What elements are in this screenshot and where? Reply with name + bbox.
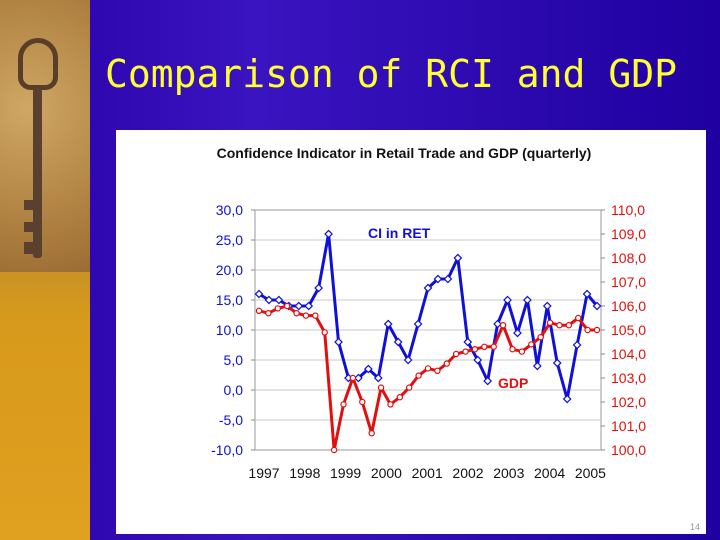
x-tick-label: 1998 — [289, 465, 321, 481]
gdp-point — [529, 342, 534, 347]
right-axis — [601, 202, 646, 458]
chart-panel — [116, 130, 706, 534]
gdp-point — [275, 306, 280, 311]
gdp-point — [416, 373, 421, 378]
gdp-point — [519, 349, 524, 354]
right-tick-label: 109,0 — [611, 226, 647, 242]
key-bit-shape — [24, 200, 36, 210]
gdp-point — [557, 323, 562, 328]
gdp-point — [482, 344, 487, 349]
left-tick-label: 25,0 — [215, 232, 243, 248]
right-tick-label: 108,0 — [611, 250, 647, 266]
gdp-point — [266, 311, 271, 316]
gdp-point — [585, 327, 590, 332]
x-tick-label: 1999 — [330, 465, 362, 481]
gdp-point — [407, 385, 412, 390]
gdp-point — [313, 313, 318, 318]
gdp-point — [538, 335, 543, 340]
gdp-point — [566, 323, 571, 328]
chart-title: Confidence Indicator in Retail Trade and GDP (quarterly) — [216, 145, 592, 161]
gdp-point — [332, 447, 337, 452]
gdp-point — [256, 308, 261, 313]
gdp-point — [303, 313, 308, 318]
x-axis — [248, 465, 606, 481]
left-tick-label: 30,0 — [215, 202, 243, 218]
x-tick-label: 2002 — [452, 465, 484, 481]
left-tick-label: -5,0 — [218, 412, 243, 428]
gdp-point — [454, 351, 459, 356]
gdp-point — [594, 327, 599, 332]
right-tick-label: 104,0 — [611, 346, 647, 362]
left-tick-label: 15,0 — [215, 292, 243, 308]
left-tick-label: 20,0 — [215, 262, 243, 278]
right-tick-label: 100,0 — [611, 442, 647, 458]
gdp-point — [285, 303, 290, 308]
gdp-point — [576, 315, 581, 320]
left-tick-label: 0,0 — [223, 382, 243, 398]
right-tick-label: 102,0 — [611, 394, 647, 410]
gdp-point — [472, 347, 477, 352]
page-number: 14 — [689, 522, 700, 532]
right-tick-label: 103,0 — [611, 370, 647, 386]
key-shaft-shape — [33, 88, 42, 258]
gdp-series-label: GDP — [498, 375, 529, 391]
gdp-point — [341, 402, 346, 407]
left-tick-label: -10,0 — [211, 442, 243, 458]
x-tick-label: 2004 — [534, 465, 566, 481]
key-photo — [0, 0, 90, 272]
gdp-point — [444, 361, 449, 366]
right-tick-label: 107,0 — [611, 274, 647, 290]
ci-series-label: CI in RET — [368, 225, 431, 241]
right-tick-label: 105,0 — [611, 322, 647, 338]
x-tick-label: 2000 — [370, 465, 402, 481]
chart-svg — [116, 130, 706, 534]
gdp-point — [378, 385, 383, 390]
gdp-point — [350, 375, 355, 380]
key-ring-shape — [18, 38, 58, 90]
gdp-point — [501, 323, 506, 328]
right-tick-label: 101,0 — [611, 418, 647, 434]
left-tick-label: 10,0 — [215, 322, 243, 338]
x-tick-label: 2005 — [574, 465, 606, 481]
gdp-point — [360, 399, 365, 404]
gdp-point — [491, 344, 496, 349]
gdp-point — [463, 349, 468, 354]
gdp-point — [425, 366, 430, 371]
x-tick-label: 2001 — [411, 465, 443, 481]
gdp-point — [547, 320, 552, 325]
right-tick-label: 106,0 — [611, 298, 647, 314]
slide-title: Comparison of RCI and GDP — [105, 52, 677, 96]
key-bit-shape — [24, 222, 36, 232]
key-bit-shape — [24, 242, 36, 254]
gdp-point — [322, 330, 327, 335]
gdp-point — [369, 431, 374, 436]
gdp-point — [435, 368, 440, 373]
gdp-point — [294, 311, 299, 316]
gdp-point — [388, 402, 393, 407]
x-tick-label: 1997 — [248, 465, 280, 481]
gdp-point — [510, 347, 515, 352]
x-tick-label: 2003 — [493, 465, 525, 481]
left-axis — [211, 202, 255, 458]
left-tick-label: 5,0 — [223, 352, 243, 368]
gdp-point — [397, 395, 402, 400]
right-tick-label: 110,0 — [611, 202, 645, 218]
